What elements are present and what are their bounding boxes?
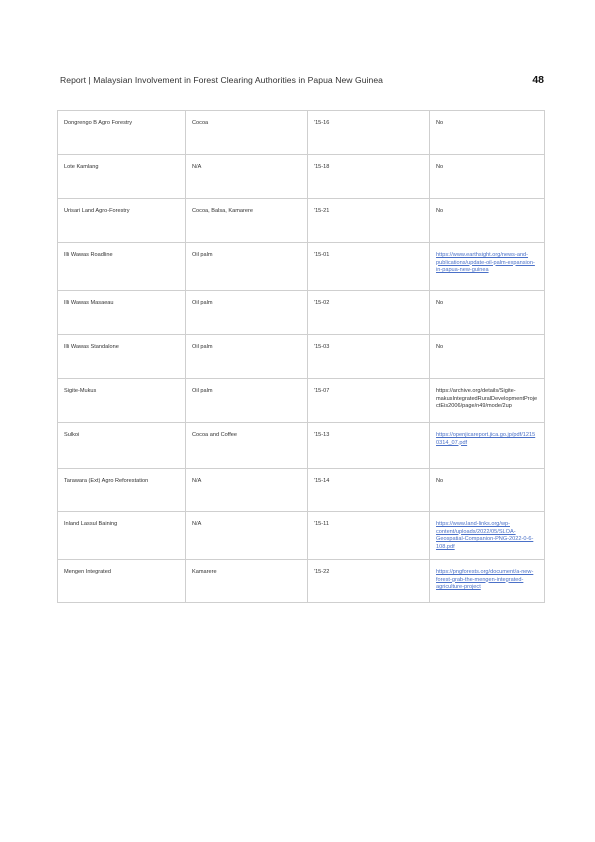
project-name-cell: Tarawara (Ext) Agro Reforestation	[58, 469, 186, 512]
crop-cell: N/A	[186, 469, 308, 512]
code-cell: '15-21	[308, 199, 430, 243]
code-cell: '15-07	[308, 379, 430, 423]
source-link-cell[interactable]	[430, 512, 545, 560]
report-title: Report | Malaysian Involvement in Forest Clearing Authorities in Papua New Guinea	[60, 75, 383, 85]
table-row	[58, 512, 545, 560]
code-cell: '15-14	[308, 469, 430, 512]
source-link-cell[interactable]	[430, 423, 545, 469]
crop-cell: Oil palm	[186, 291, 308, 335]
source-link-cell[interactable]	[430, 560, 545, 603]
crop-cell: Cocoa	[186, 111, 308, 155]
table-row	[58, 291, 545, 335]
sloa-table	[57, 110, 545, 603]
source-link[interactable]: https://pngforests.org/document/a-new-forest-grab-the-mengen-integrated-agriculture-project	[436, 569, 534, 591]
code-cell: '15-03	[308, 335, 430, 379]
project-name-cell: Illi Wawas Roadline	[58, 243, 186, 291]
code-cell: '15-11	[308, 512, 430, 560]
table-row	[58, 379, 545, 423]
project-name-cell: Sigite-Mukus	[58, 379, 186, 423]
source-link[interactable]: https://openjicareport.jica.go.jp/pdf/12150314_07.pdf	[436, 432, 536, 446]
source-cell: No	[430, 111, 545, 155]
crop-cell: Oil palm	[186, 243, 308, 291]
page-header	[60, 75, 544, 89]
source-link[interactable]: https://www.land-links.org/wp-content/uploads/2022/05/SLOA-Geospatial-Companion-PNG-2022-0-6-108.pdf	[436, 521, 534, 550]
source-cell: No	[430, 155, 545, 199]
crop-cell: Cocoa and Coffee	[186, 423, 308, 469]
code-cell: '15-22	[308, 560, 430, 603]
table-row	[58, 199, 545, 243]
crop-cell: Oil palm	[186, 335, 308, 379]
source-link[interactable]: https://www.earthsight.org/news-and-publications/update-oil-palm-expansion-in-papua-new-guinea	[436, 252, 535, 274]
crop-cell: N/A	[186, 512, 308, 560]
project-name-cell: Dongrengo B Agro Forestry	[58, 111, 186, 155]
crop-cell: Cocoa, Balsa, Kamarere	[186, 199, 308, 243]
code-cell: '15-02	[308, 291, 430, 335]
source-cell: No	[430, 335, 545, 379]
project-name-cell: Illi Wawas Standalone	[58, 335, 186, 379]
source-link-cell[interactable]	[430, 243, 545, 291]
table-row	[58, 560, 545, 603]
project-name-cell: Mengen Integrated	[58, 560, 186, 603]
table-row	[58, 243, 545, 291]
crop-cell: Kamarere	[186, 560, 308, 603]
table-row	[58, 111, 545, 155]
code-cell: '15-01	[308, 243, 430, 291]
table-body	[58, 111, 545, 603]
source-cell: No	[430, 199, 545, 243]
project-name-cell: Illi Wawas Masaeau	[58, 291, 186, 335]
table-row	[58, 423, 545, 469]
table-row	[58, 469, 545, 512]
source-cell: No	[430, 291, 545, 335]
code-cell: '15-13	[308, 423, 430, 469]
code-cell: '15-18	[308, 155, 430, 199]
crop-cell: Oil palm	[186, 379, 308, 423]
project-name-cell: Inland Lassul Baining	[58, 512, 186, 560]
source-cell: No	[430, 469, 545, 512]
page-number: 48	[532, 74, 544, 86]
table-row	[58, 335, 545, 379]
project-name-cell: Lote Kamlang	[58, 155, 186, 199]
crop-cell: N/A	[186, 155, 308, 199]
project-name-cell: Urisari Land Agro-Forestry	[58, 199, 186, 243]
project-name-cell: Sulkoi	[58, 423, 186, 469]
source-url-text: https://archive.org/details/Sigite-makusIntegratedRuralDevelopmentProjectEis2006/page/n49/mode/2up	[436, 388, 538, 410]
code-cell: '15-16	[308, 111, 430, 155]
table-row	[58, 155, 545, 199]
source-cell	[430, 379, 545, 423]
